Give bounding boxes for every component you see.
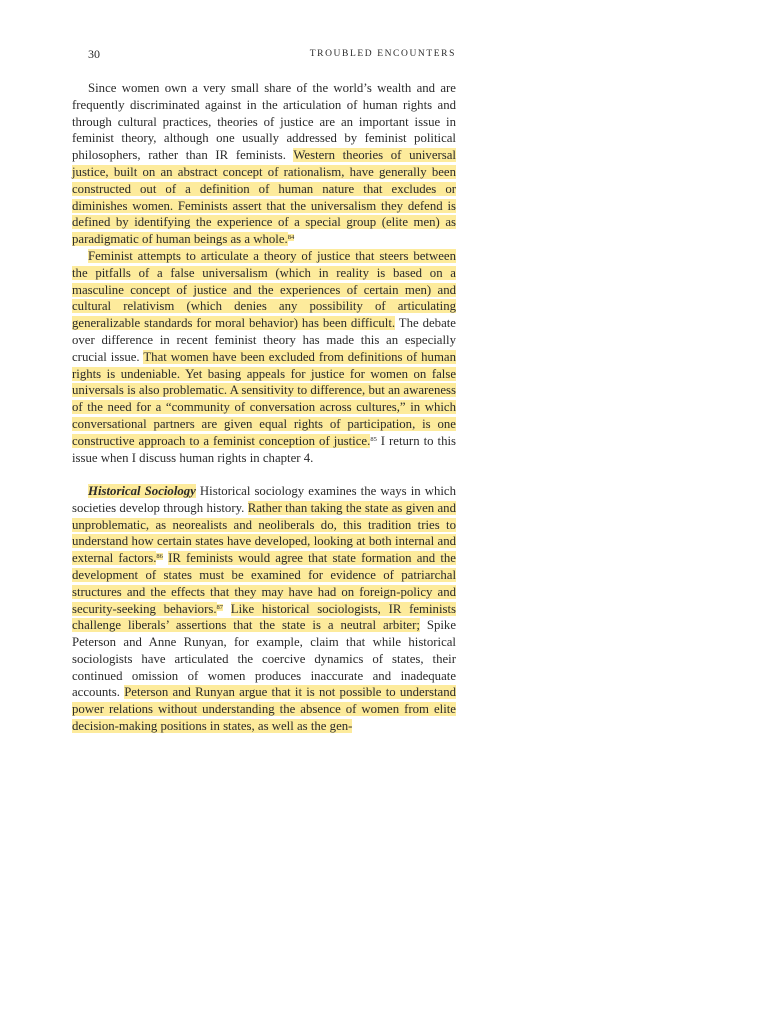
highlighted-passage: Peterson and Runyan argue that it is not possible to understand power relations without understanding the absence of women from elite decision-making positions in states, as well as the gen-	[72, 685, 457, 734]
text-span	[223, 602, 231, 616]
highlighted-passage: Feminist attempts to articulate a theory of justice that steers between the pitfalls of a false universalism (which in reality is based on a masculine concept of justice and the experiences of certain men) and cultural relativism (which denies any possibility of articulating generalizable standards for moral behavior) has been difficult.	[72, 248, 456, 331]
footnote-marker: 86	[156, 553, 163, 561]
page-number: 30	[88, 47, 100, 61]
footnote-marker: 84	[287, 234, 295, 242]
text-span: Spike Peterson and Anne Runyan, for example, claim that while historical sociologists have articulated the coercive dynamics of states, their continued omission of women produces inaccurate and inadequate accounts.	[72, 618, 456, 700]
highlighted-passage: Like historical sociologists, IR feminists challenge liberals’ assertions that the state is a neutral arbiter;	[72, 601, 457, 633]
running-head	[88, 46, 456, 62]
section-heading: Historical Sociology	[88, 483, 196, 498]
paragraph-justice	[72, 80, 456, 248]
highlighted-passage: Rather than taking the state as given and unproblematic, as neorealists and neoliberals do, this tradition tries to understand how certain states have developed, looking at both internal and external factors.	[72, 500, 456, 566]
highlighted-passage: Western theories of universal justice, built on an abstract concept of rationalism, have generally been constructed out of a definition of human nature that excludes or diminishes women. Feminists assert that the universalism they defend is defined by identifying the experience of a special group (elite men) as paradigmatic of human beings as a whole.	[72, 148, 456, 247]
body-text	[72, 80, 456, 735]
footnote-marker: 85	[370, 435, 377, 443]
footnote-marker: 87	[216, 603, 224, 611]
highlighted-passage: That women have been excluded from definitions of human rights is undeniable. Yet basing appeals for justice for women on false universals is also problematic. A sensitivity to difference, but an awareness of the need for a “community of conversation across cultures,” in which conversational partners are given equal rights of participation, is one constructive approach to a feminist conception of justice.	[72, 349, 456, 448]
text-span: Since women own a very small share of the world’s wealth and are frequently discriminated against in the articulation of human rights and through cultural practices, theories of justice are an important issue in feminist theory, although one usually addressed by feminist political philosophers, rather than IR feminists.	[72, 81, 456, 163]
text-span: The debate over difference in recent feminist theory has made this an especially crucial issue.	[72, 316, 456, 364]
paragraph-universalism	[72, 248, 456, 466]
highlighted-passage: IR feminists would agree that state formation and the development of states must be examined for evidence of patriarchal structures and the effects that they may have had on foreign-policy and security-seeking behaviors.	[72, 551, 456, 616]
paragraph-historical-sociology	[72, 483, 456, 735]
text-span: Historical sociology examines the ways in which societies develop through history.	[72, 483, 456, 515]
text-span: I return to this issue when I discuss human rights in chapter 4.	[72, 433, 457, 465]
running-title: TROUBLED ENCOUNTERS	[309, 49, 456, 59]
